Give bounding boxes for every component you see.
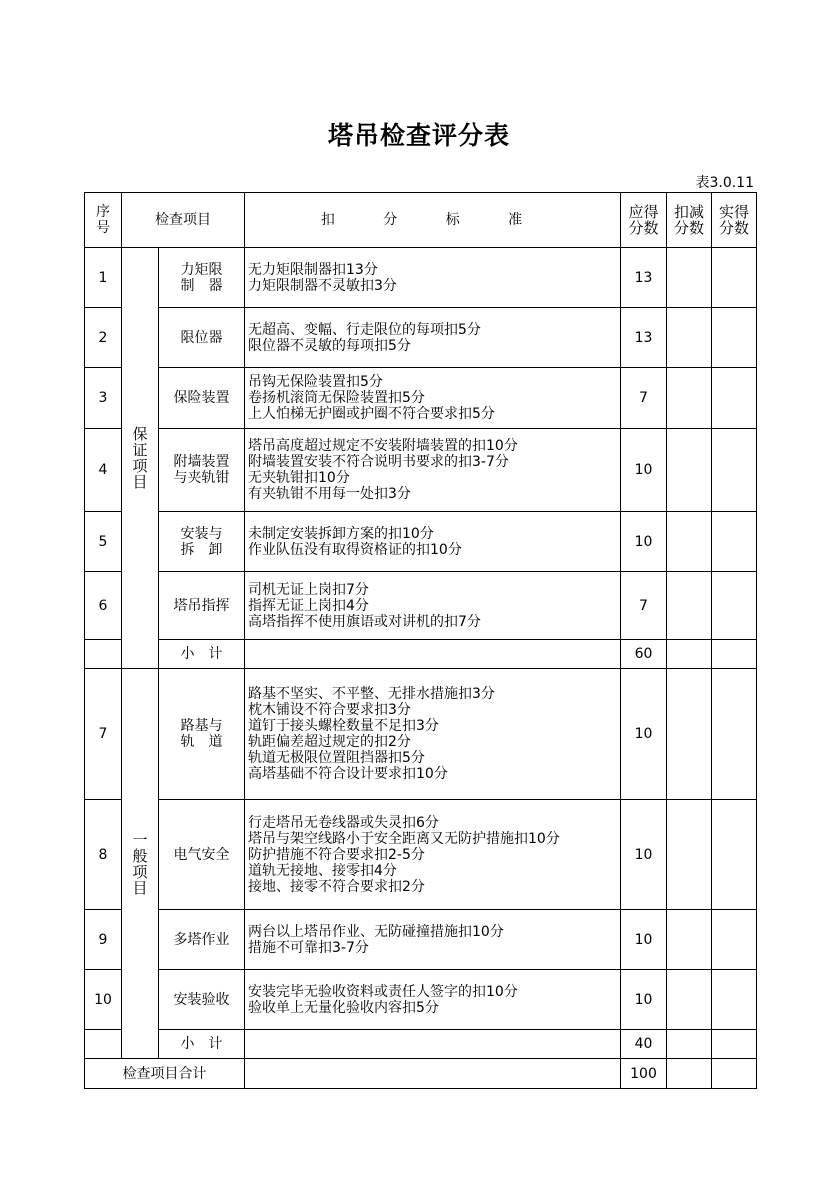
empty-cell (245, 1059, 621, 1089)
deduction-standard (245, 368, 621, 429)
actual-score-input[interactable] (712, 308, 757, 368)
group-char: 保 (132, 425, 148, 443)
subtotal-row (85, 640, 757, 669)
deduction-standard (245, 970, 621, 1030)
deduct-score-input[interactable] (667, 970, 712, 1030)
check-item (159, 248, 245, 308)
text-line: 轨 道 (180, 734, 223, 750)
deduct-score-input[interactable] (667, 368, 712, 429)
deduction-standard (245, 669, 621, 800)
text-line: 塔吊与架空线路小于安全距离又无防护措施扣10分 (248, 830, 560, 847)
empty-cell (85, 1030, 122, 1059)
text-line: 吊钩无保险装置扣5分 (248, 374, 383, 390)
text-line: 塔吊指挥 (173, 597, 230, 614)
actual-score-input[interactable] (712, 1059, 757, 1089)
group-char: 般 (132, 846, 148, 865)
due-score: 10 (621, 429, 667, 512)
deduct-score-input[interactable] (667, 1059, 712, 1089)
text-line: 附墙装置安装不符合说明书要求的扣3-7分 (248, 454, 509, 470)
header-actual: 实得 分数 (712, 193, 757, 248)
table-code: 表3.0.11 (695, 175, 754, 191)
empty-cell (245, 640, 621, 669)
table-row (85, 910, 757, 970)
deduct-score-input[interactable] (667, 640, 712, 669)
text-line: 轨距偏差超过规定的扣2分 (248, 734, 411, 750)
text-line: 有夹轨钳不用每一处扣3分 (248, 486, 411, 502)
row-number: 7 (85, 669, 122, 800)
actual-score-input[interactable] (712, 429, 757, 512)
actual-score-input[interactable] (712, 800, 757, 910)
text-line: 限位器 (180, 329, 223, 346)
deduct-score-input[interactable] (667, 248, 712, 308)
group-char: 证 (132, 441, 148, 459)
actual-score-input[interactable] (712, 248, 757, 308)
deduction-standard (245, 512, 621, 572)
due-score: 7 (621, 572, 667, 640)
row-number: 8 (85, 800, 122, 910)
text-line: 道轨无接地、接零扣4分 (248, 862, 397, 879)
text-line: 作业队伍没有取得资格证的扣10分 (248, 541, 462, 558)
text-line: 安装验收 (173, 991, 230, 1008)
check-item (159, 572, 245, 640)
text-line: 力矩限 (180, 261, 223, 278)
row-number: 3 (85, 368, 122, 429)
deduction-standard (245, 800, 621, 910)
deduct-score-input[interactable] (667, 910, 712, 970)
total-label: 检查项目合计 (85, 1059, 245, 1089)
row-number: 2 (85, 308, 122, 368)
check-item (159, 308, 245, 368)
table-row (85, 970, 757, 1030)
group-char: 项 (132, 862, 148, 881)
check-item (159, 429, 245, 512)
text-line: 轨道无极限位置阻挡器扣5分 (248, 750, 425, 766)
subtotal-label: 小 计 (159, 1030, 245, 1059)
text-line: 高塔指挥不使用旗语或对讲机的扣7分 (248, 613, 481, 630)
text-line: 电气安全 (173, 846, 230, 863)
text-line: 枕木铺设不符合要求扣3分 (248, 702, 411, 718)
subtotal-due: 40 (621, 1030, 667, 1059)
text-line: 保险装置 (173, 390, 230, 406)
deduction-standard (245, 248, 621, 308)
subtotal-due: 60 (621, 640, 667, 669)
subtotal-label: 小 计 (159, 640, 245, 669)
score-table (84, 192, 757, 1089)
table-row (85, 248, 757, 308)
check-item (159, 970, 245, 1030)
group-label (122, 669, 159, 1059)
subtotal-row (85, 1030, 757, 1059)
due-score: 7 (621, 368, 667, 429)
deduction-standard (245, 429, 621, 512)
table-row (85, 669, 757, 800)
text-line: 高塔基础不符合设计要求扣10分 (248, 766, 448, 782)
text-line: 力矩限制器不灵敏扣3分 (248, 277, 397, 294)
text-line: 两台以上塔吊作业、无防碰撞措施扣10分 (248, 923, 504, 940)
text-line: 拆 卸 (180, 541, 223, 558)
text-line: 安装与 (180, 525, 223, 542)
page-title: 塔吊检查评分表 (327, 121, 510, 150)
text-line: 制 器 (180, 277, 223, 294)
table-row (85, 308, 757, 368)
deduction-standard (245, 572, 621, 640)
text-line: 行走塔吊无卷线器或失灵扣6分 (248, 814, 439, 831)
table-row (85, 572, 757, 640)
text-line: 上人怕梯无护圈或护圈不符合要求扣5分 (248, 406, 495, 422)
deduct-score-input[interactable] (667, 308, 712, 368)
row-number: 4 (85, 429, 122, 512)
text-line: 安装完毕无验收资料或责任人签字的扣10分 (248, 983, 518, 1000)
group-label (122, 248, 159, 669)
text-line: 限位器不灵敏的每项扣5分 (248, 337, 411, 354)
text-line: 接地、接零不符合要求扣2分 (248, 878, 425, 895)
text-line: 无夹轨钳扣10分 (248, 470, 350, 486)
actual-score-input[interactable] (712, 368, 757, 429)
text-line: 防护措施不符合要求扣2-5分 (248, 846, 425, 863)
text-line: 路基与 (180, 718, 223, 734)
text-line: 指挥无证上岗扣4分 (248, 597, 369, 614)
row-number: 1 (85, 248, 122, 308)
text-line: 路基不坚实、不平整、无排水措施扣3分 (248, 686, 495, 702)
header-seq: 序 号 (85, 193, 122, 248)
deduct-score-input[interactable] (667, 1030, 712, 1059)
text-line: 验收单上无量化验收内容扣5分 (248, 999, 439, 1016)
deduct-score-input[interactable] (667, 429, 712, 512)
deduct-score-input[interactable] (667, 800, 712, 910)
text-line: 卷扬机滚筒无保险装置扣5分 (248, 390, 425, 406)
group-char: 目 (132, 473, 148, 491)
text-line: 无力矩限制器扣13分 (248, 261, 378, 278)
header-row (85, 193, 757, 248)
due-score: 10 (621, 970, 667, 1030)
due-score: 13 (621, 308, 667, 368)
text-line: 多塔作业 (173, 931, 230, 948)
text-line: 司机无证上岗扣7分 (248, 581, 369, 598)
deduct-score-input[interactable] (667, 572, 712, 640)
actual-score-input[interactable] (712, 1030, 757, 1059)
check-item (159, 669, 245, 800)
actual-score-input[interactable] (712, 669, 757, 800)
text-line: 未制定安装拆卸方案的扣10分 (248, 525, 434, 542)
header-deduct: 扣减 分数 (667, 193, 712, 248)
due-score: 10 (621, 800, 667, 910)
header-item: 检查项目 (122, 193, 245, 248)
check-item (159, 910, 245, 970)
due-score: 10 (621, 669, 667, 800)
due-score: 13 (621, 248, 667, 308)
row-number: 10 (85, 970, 122, 1030)
table-row (85, 429, 757, 512)
text-line: 附墙装置 (173, 454, 230, 470)
actual-score-input[interactable] (712, 640, 757, 669)
empty-cell (85, 640, 122, 669)
group-char: 一 (132, 830, 148, 849)
text-line: 措施不可靠扣3-7分 (248, 939, 369, 956)
check-item (159, 800, 245, 910)
row-number: 9 (85, 910, 122, 970)
deduct-score-input[interactable] (667, 512, 712, 572)
table-row (85, 512, 757, 572)
deduction-standard (245, 910, 621, 970)
total-due: 100 (621, 1059, 667, 1089)
check-item (159, 368, 245, 429)
actual-score-input[interactable] (712, 970, 757, 1030)
text-line: 塔吊高度超过规定不安装附墙装置的扣10分 (248, 438, 518, 454)
group-char: 项 (132, 457, 148, 475)
row-number: 6 (85, 572, 122, 640)
deduct-score-input[interactable] (667, 669, 712, 800)
group-char: 目 (132, 878, 148, 897)
total-row (85, 1059, 757, 1089)
due-score: 10 (621, 910, 667, 970)
text-line: 无超高、变幅、行走限位的每项扣5分 (248, 321, 481, 338)
header-due: 应得 分数 (621, 193, 667, 248)
row-number: 5 (85, 512, 122, 572)
actual-score-input[interactable] (712, 512, 757, 572)
check-item (159, 512, 245, 572)
deduction-standard (245, 308, 621, 368)
header-standard: 扣 分 标 准 (245, 193, 621, 248)
actual-score-input[interactable] (712, 910, 757, 970)
table-row (85, 800, 757, 910)
table-row (85, 368, 757, 429)
actual-score-input[interactable] (712, 572, 757, 640)
due-score: 10 (621, 512, 667, 572)
text-line: 与夹轨钳 (173, 470, 230, 486)
text-line: 道钉于接头螺栓数量不足扣3分 (248, 718, 439, 734)
empty-cell (245, 1030, 621, 1059)
